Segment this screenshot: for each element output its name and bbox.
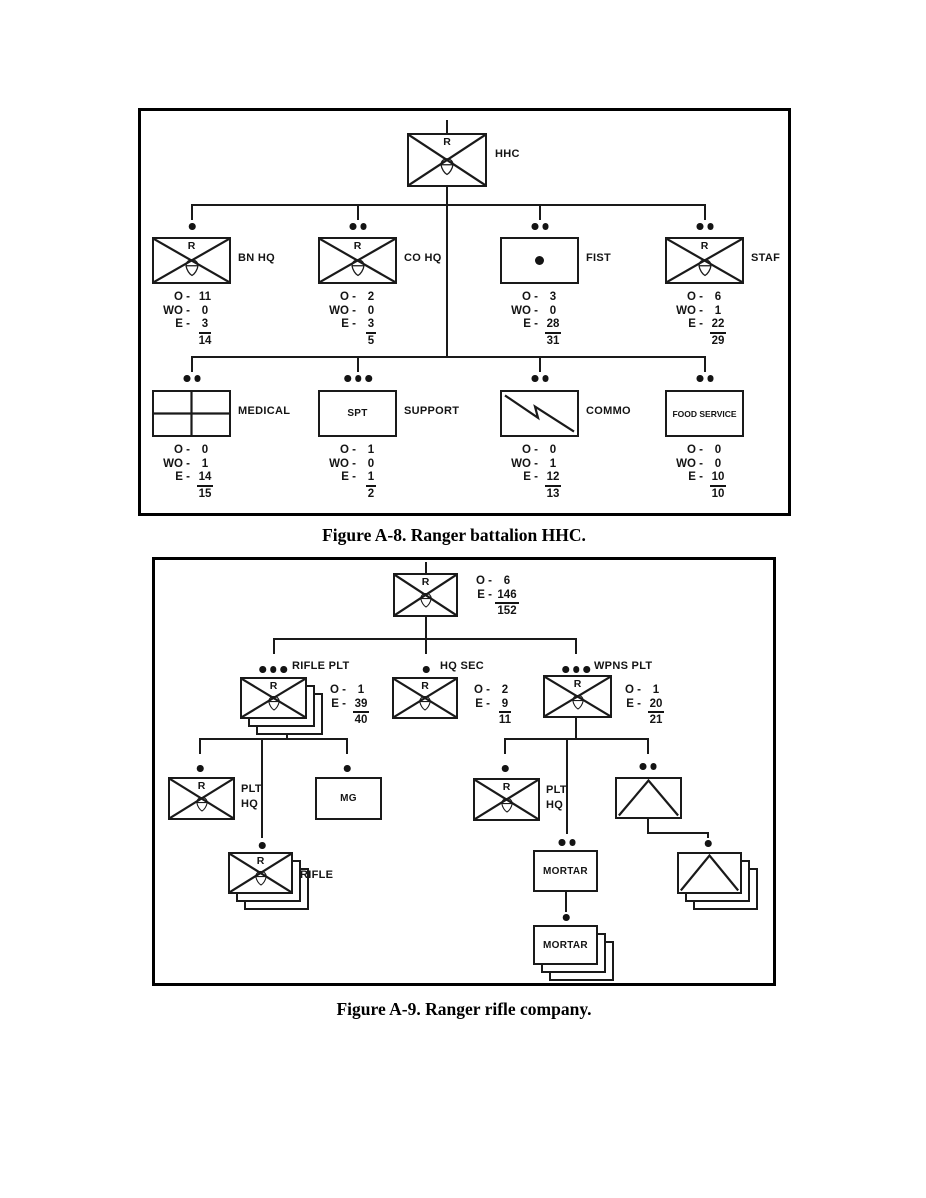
stat-row xyxy=(326,305,386,319)
echelon-dots xyxy=(423,666,430,673)
unit-label: BN HQ xyxy=(238,252,275,264)
airborne-ranger-icon xyxy=(571,695,584,710)
box-text: SPT xyxy=(347,408,368,419)
e-numerator: 3 xyxy=(199,318,212,334)
stat-row xyxy=(326,444,386,458)
o-label: O - xyxy=(174,291,190,303)
wo-value: 1 xyxy=(714,304,722,317)
e-numerator: 1 xyxy=(366,471,376,487)
o-value: 6 xyxy=(503,575,511,587)
o-label: O - xyxy=(522,291,538,303)
stat-row xyxy=(326,471,386,501)
e-value xyxy=(703,318,733,348)
wpns-plt-hq-unit-box xyxy=(473,778,540,821)
stat-row xyxy=(462,589,522,619)
wo-value: 0 xyxy=(549,304,557,317)
e-denominator: 152 xyxy=(497,605,517,617)
unit-label: COMMO xyxy=(586,405,631,417)
e-label: E - xyxy=(523,318,538,330)
r-designator: R xyxy=(197,780,206,792)
wo-label: WO - xyxy=(163,304,190,317)
o-label: O - xyxy=(687,444,703,456)
box-text: FOOD SERVICE xyxy=(672,408,737,419)
connector-line xyxy=(191,204,706,206)
fist-unit-box xyxy=(500,237,579,284)
hq-sec-unit-box xyxy=(392,677,458,719)
e-value xyxy=(356,318,386,348)
connector-line xyxy=(273,638,275,654)
connector-line xyxy=(191,356,193,372)
e-label: E - xyxy=(175,471,190,483)
antiarmor-chevron-icon xyxy=(679,854,740,892)
o-value: 0 xyxy=(714,444,722,456)
stat-row xyxy=(160,444,220,458)
unit-label: HQ xyxy=(241,798,259,810)
signal-flash-icon xyxy=(502,392,577,435)
e-denominator: 2 xyxy=(367,487,375,500)
stat-row xyxy=(160,291,220,305)
echelon-dot xyxy=(542,375,549,382)
commo-stats xyxy=(508,444,568,501)
echelon-dots xyxy=(705,840,712,847)
stat-row xyxy=(160,458,220,472)
stat-row xyxy=(673,471,733,501)
figure-a8-caption: Figure A-8. Ranger battalion HHC. xyxy=(322,525,586,545)
bn-hq-unit-box xyxy=(152,237,231,284)
echelon-dots xyxy=(259,842,266,849)
wo-label: WO - xyxy=(676,457,703,470)
echelon-dots xyxy=(259,666,287,673)
echelon-dots xyxy=(697,223,714,230)
airborne-ranger-icon xyxy=(440,158,455,176)
echelon-dot xyxy=(423,666,430,673)
connector-line xyxy=(647,832,709,834)
echelon-dot xyxy=(705,840,712,847)
stat-row xyxy=(316,684,376,698)
o-value: 2 xyxy=(367,291,375,303)
e-numerator: 146 xyxy=(495,589,518,605)
company-unit-box xyxy=(393,573,458,617)
o-value: 1 xyxy=(357,684,365,696)
o-label: O - xyxy=(687,291,703,303)
e-label: E - xyxy=(688,471,703,483)
connector-line xyxy=(425,562,427,573)
o-value: 1 xyxy=(367,444,375,456)
unit-label: SUPPORT xyxy=(404,405,460,417)
figure-a9-caption: Figure A-9. Ranger rifle company. xyxy=(336,999,592,1019)
mortar-squad-unit-box xyxy=(533,925,598,965)
echelon-dot xyxy=(640,763,647,770)
airborne-ranger-icon xyxy=(697,259,712,277)
stat-row xyxy=(326,458,386,472)
e-label: E - xyxy=(626,697,641,710)
echelon-dots xyxy=(640,763,657,770)
bn-hq-stats xyxy=(160,291,220,348)
unit-label: PLT xyxy=(241,783,262,795)
connector-line xyxy=(504,738,649,740)
connector-line xyxy=(199,738,348,740)
e-label: E - xyxy=(341,318,356,330)
r-designator: R xyxy=(421,576,430,588)
wo-value: 0 xyxy=(367,457,375,470)
wo-label: WO - xyxy=(511,457,538,470)
mortar-section-unit-box xyxy=(533,850,598,892)
airborne-ranger-icon xyxy=(195,797,208,812)
e-numerator: 3 xyxy=(366,318,376,334)
echelon-dot xyxy=(562,666,569,673)
r-designator: R xyxy=(573,678,582,690)
stat-row xyxy=(460,684,520,698)
echelon-dots xyxy=(563,914,570,921)
connector-line xyxy=(575,638,577,654)
rifle-squad-unit-box xyxy=(228,852,293,894)
o-label: O - xyxy=(340,291,356,303)
e-denominator: 29 xyxy=(711,334,725,347)
e-denominator: 13 xyxy=(546,487,560,500)
connector-line xyxy=(425,638,427,654)
wo-value: 1 xyxy=(549,457,557,470)
co-hq-unit-box xyxy=(318,237,397,284)
echelon-dot xyxy=(532,223,539,230)
r-designator: R xyxy=(353,240,362,252)
echelon-dot xyxy=(583,666,590,673)
connector-line xyxy=(704,204,706,220)
airborne-ranger-icon xyxy=(184,259,199,277)
hhc-unit-box xyxy=(407,133,487,187)
medical-stats xyxy=(160,444,220,501)
echelon-dot xyxy=(559,839,566,846)
connector-line xyxy=(575,718,577,740)
wo-value: 1 xyxy=(201,457,209,470)
wo-label: WO - xyxy=(329,457,356,470)
wpns-plt-unit-box xyxy=(543,675,612,718)
antiarmor-chevron-icon xyxy=(617,779,680,817)
stat-row xyxy=(160,318,220,348)
stat-row xyxy=(508,318,568,348)
echelon-dots xyxy=(532,375,549,382)
o-label: O - xyxy=(330,684,346,696)
wo-label: WO - xyxy=(676,304,703,317)
e-value xyxy=(492,589,522,619)
o-label: O - xyxy=(474,684,490,696)
stat-row xyxy=(508,291,568,305)
stat-row xyxy=(508,458,568,472)
connector-line xyxy=(539,204,541,220)
o-value: 0 xyxy=(201,444,209,456)
o-value: 11 xyxy=(198,291,212,303)
unit-label: HQ xyxy=(546,799,564,811)
echelon-dot xyxy=(650,763,657,770)
connector-line xyxy=(446,120,448,134)
unit-label: PLT xyxy=(546,784,567,796)
co-hq-stats xyxy=(326,291,386,348)
stat-row xyxy=(508,444,568,458)
connector-line xyxy=(191,204,193,220)
o-value: 1 xyxy=(652,684,660,696)
e-numerator: 14 xyxy=(197,471,214,487)
echelon-dot xyxy=(569,839,576,846)
e-value xyxy=(703,471,733,501)
stat-row xyxy=(160,471,220,501)
stat-row xyxy=(611,684,671,698)
e-numerator: 22 xyxy=(710,318,727,334)
echelon-dot xyxy=(344,375,351,382)
fist-stats xyxy=(508,291,568,348)
connector-line xyxy=(191,356,706,358)
r-designator: R xyxy=(269,680,278,692)
e-label: E - xyxy=(331,697,346,710)
o-value: 2 xyxy=(501,684,509,696)
stat-row xyxy=(673,444,733,458)
stat-row xyxy=(326,318,386,348)
unit-label: HQ SEC xyxy=(440,660,484,672)
wpns-plt-stats xyxy=(611,684,671,728)
o-label: O - xyxy=(625,684,641,696)
unit-label: MEDICAL xyxy=(238,405,291,417)
e-numerator: 10 xyxy=(710,471,727,487)
rifle-plt-hq-unit-box xyxy=(168,777,235,820)
echelon-dot xyxy=(532,375,539,382)
unit-label: STAF xyxy=(751,252,781,264)
airborne-ranger-icon xyxy=(350,259,365,277)
e-value xyxy=(356,471,386,501)
airborne-ranger-icon xyxy=(419,593,432,608)
echelon-dot xyxy=(184,375,191,382)
o-label: O - xyxy=(174,444,190,456)
unit-label: RIFLE xyxy=(300,869,334,881)
stat-row xyxy=(460,698,520,728)
connector-line xyxy=(199,738,201,754)
connector-line xyxy=(707,832,709,838)
e-value xyxy=(190,318,220,348)
e-value xyxy=(346,698,376,728)
antiarmor-squad-unit-box xyxy=(677,852,742,894)
antiarmor-section-unit-box xyxy=(615,777,682,819)
connector-line xyxy=(346,738,348,754)
stat-row xyxy=(508,305,568,319)
echelon-dot xyxy=(197,765,204,772)
staff-stats xyxy=(673,291,733,348)
echelon-dots xyxy=(697,375,714,382)
unit-label: FIST xyxy=(586,252,612,264)
connector-line xyxy=(647,738,649,754)
echelon-dot xyxy=(502,765,509,772)
echelon-dots xyxy=(197,765,204,772)
food-service-stats xyxy=(673,444,733,501)
e-value xyxy=(490,698,520,728)
echelon-dots xyxy=(532,223,549,230)
support-unit-box xyxy=(318,390,397,437)
echelon-dots xyxy=(350,223,367,230)
e-value xyxy=(538,471,568,501)
commo-unit-box xyxy=(500,390,579,437)
box-text: MORTAR xyxy=(543,939,588,951)
support-stats xyxy=(326,444,386,501)
echelon-dots xyxy=(562,666,590,673)
e-value xyxy=(641,698,671,728)
e-value xyxy=(190,471,220,501)
echelon-dot xyxy=(707,375,714,382)
echelon-dots xyxy=(559,839,576,846)
stat-row xyxy=(611,698,671,728)
e-numerator: 20 xyxy=(648,698,665,714)
stat-row xyxy=(462,575,522,589)
echelon-dot xyxy=(189,223,196,230)
o-label: O - xyxy=(340,444,356,456)
r-designator: R xyxy=(502,781,511,793)
wo-label: WO - xyxy=(163,457,190,470)
echelon-dot xyxy=(355,375,362,382)
echelon-dot xyxy=(365,375,372,382)
e-numerator: 28 xyxy=(545,318,562,334)
echelon-dot xyxy=(350,223,357,230)
echelon-dots xyxy=(344,375,372,382)
medical-unit-box xyxy=(152,390,231,437)
o-value: 3 xyxy=(549,291,557,303)
e-label: E - xyxy=(175,318,190,330)
figure-a9-frame xyxy=(152,557,776,986)
echelon-dot xyxy=(194,375,201,382)
wo-value: 0 xyxy=(367,304,375,317)
e-label: E - xyxy=(475,697,490,710)
echelon-dot xyxy=(573,666,580,673)
o-value: 6 xyxy=(714,291,722,303)
echelon-dots xyxy=(344,765,351,772)
connector-line xyxy=(565,892,567,912)
r-designator: R xyxy=(443,136,451,148)
echelon-dot xyxy=(697,223,704,230)
echelon-dots xyxy=(184,375,201,382)
e-numerator: 9 xyxy=(499,698,511,714)
echelon-dot xyxy=(270,666,277,673)
connector-line xyxy=(357,204,359,220)
stat-row xyxy=(673,291,733,305)
e-denominator: 10 xyxy=(711,487,725,500)
rifle-plt-unit-box xyxy=(240,677,307,719)
o-label: O - xyxy=(522,444,538,456)
connector-line xyxy=(446,186,448,358)
unit-label: RIFLE PLT xyxy=(292,660,350,672)
food-service-unit-box xyxy=(665,390,744,437)
rifle-plt-stats xyxy=(316,684,376,728)
e-denominator: 14 xyxy=(198,334,212,347)
echelon-dot xyxy=(360,223,367,230)
e-label: E - xyxy=(523,471,538,483)
stat-row xyxy=(326,291,386,305)
e-label: E - xyxy=(688,318,703,330)
e-denominator: 5 xyxy=(367,334,375,347)
connector-line xyxy=(704,356,706,372)
echelon-dot xyxy=(563,914,570,921)
box-text: MG xyxy=(340,793,357,804)
wo-label: WO - xyxy=(329,304,356,317)
fist-observer-icon xyxy=(535,256,544,265)
e-denominator: 31 xyxy=(546,334,560,347)
wo-value: 0 xyxy=(714,457,722,470)
unit-label: WPNS PLT xyxy=(594,660,653,672)
r-designator: R xyxy=(421,680,429,692)
unit-label: CO HQ xyxy=(404,252,442,264)
stat-row xyxy=(673,318,733,348)
stat-row xyxy=(316,698,376,728)
unit-label: HHC xyxy=(495,148,520,160)
connector-line xyxy=(504,738,506,754)
o-value: 0 xyxy=(549,444,557,456)
e-denominator: 15 xyxy=(198,487,212,500)
stat-row xyxy=(673,458,733,472)
connector-line xyxy=(539,356,541,372)
medical-cross-icon xyxy=(154,392,229,435)
airborne-ranger-icon xyxy=(254,871,267,886)
stat-row xyxy=(673,305,733,319)
r-designator: R xyxy=(256,855,265,867)
e-label: E - xyxy=(477,588,492,601)
company-stats xyxy=(462,575,522,619)
wo-label: WO - xyxy=(511,304,538,317)
connector-line xyxy=(357,356,359,372)
e-denominator: 11 xyxy=(498,714,512,726)
airborne-ranger-icon xyxy=(419,696,432,711)
e-numerator: 12 xyxy=(545,471,562,487)
hq-sec-stats xyxy=(460,684,520,728)
airborne-ranger-icon xyxy=(267,696,280,711)
r-designator: R xyxy=(700,240,709,252)
echelon-dot xyxy=(259,666,266,673)
box-text: MORTAR xyxy=(543,865,588,877)
e-denominator: 40 xyxy=(354,714,368,726)
echelon-dot xyxy=(542,223,549,230)
connector-line xyxy=(425,616,427,640)
e-numerator: 39 xyxy=(353,698,370,714)
e-value xyxy=(538,318,568,348)
airborne-ranger-icon xyxy=(500,798,513,813)
e-label: E - xyxy=(341,471,356,483)
echelon-dot xyxy=(344,765,351,772)
stat-row xyxy=(160,305,220,319)
stat-row xyxy=(508,471,568,501)
staff-unit-box xyxy=(665,237,744,284)
echelon-dot xyxy=(697,375,704,382)
e-denominator: 21 xyxy=(649,714,663,726)
echelon-dot xyxy=(280,666,287,673)
o-label: O - xyxy=(476,575,492,587)
echelon-dots xyxy=(189,223,196,230)
echelon-dot xyxy=(707,223,714,230)
echelon-dot xyxy=(259,842,266,849)
wo-value: 0 xyxy=(201,304,209,317)
mg-unit-box xyxy=(315,777,382,820)
r-designator: R xyxy=(187,240,196,252)
echelon-dots xyxy=(502,765,509,772)
